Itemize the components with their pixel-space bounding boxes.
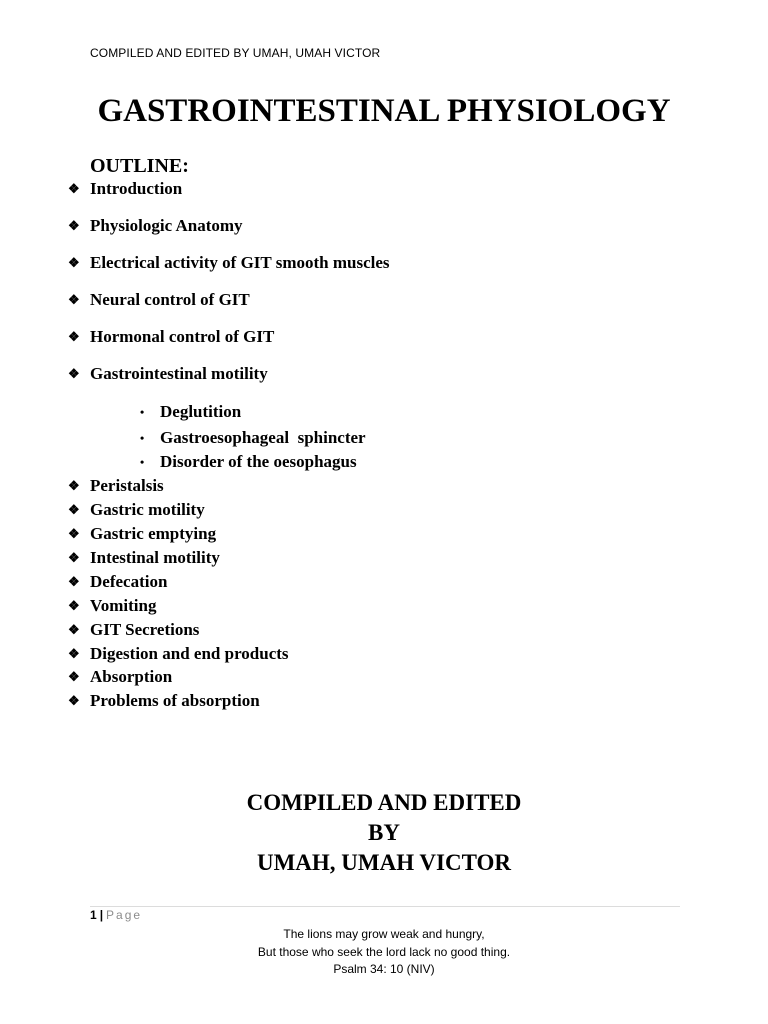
credits-line: BY (368, 820, 400, 845)
running-header: COMPILED AND EDITED BY UMAH, UMAH VICTOR (90, 46, 381, 60)
outline-item (68, 290, 250, 311)
outline-item-label: Neural control of GIT (90, 290, 250, 309)
dot-bullet-icon: • (140, 405, 145, 419)
outline-item-label: Gastrointestinal motility (90, 364, 268, 383)
outline-item (68, 253, 390, 274)
footer-quote (0, 926, 768, 979)
outline-item (68, 524, 216, 545)
outline-item (68, 620, 199, 641)
diamond-bullet-icon: ❖ (68, 292, 80, 307)
outline-item-label: Vomiting (90, 596, 157, 615)
outline-item-label: Peristalsis (90, 476, 164, 495)
outline-item-label: Gastric emptying (90, 524, 217, 543)
credits-author: UMAH, UMAH VICTOR (256, 850, 512, 875)
outline-item (68, 364, 268, 385)
outline-subitem (140, 452, 357, 473)
outline-item (68, 476, 164, 497)
outline-item-label: Physiologic Anatomy (90, 216, 243, 235)
outline-item-label: Hormonal control of GIT (90, 327, 275, 346)
diamond-bullet-icon: ❖ (68, 622, 80, 637)
outline-item (68, 691, 260, 712)
page-number (90, 908, 142, 922)
outline-item-label: Electrical activity of GIT smooth muscles (90, 253, 390, 272)
outline-subitem (140, 402, 241, 423)
outline-item (68, 548, 220, 569)
quote-line: But those who seek the lord lack no good thing. (257, 944, 511, 959)
outline-item-label: Intestinal motility (90, 548, 220, 567)
outline-item (68, 216, 243, 237)
outline-item-label: Digestion and end products (90, 644, 289, 663)
quote-citation: Psalm 34: 10 (NIV) (333, 962, 435, 976)
outline-item-label: Problems of absorption (90, 691, 260, 710)
credits-block (0, 788, 768, 878)
outline-subitem (140, 428, 366, 449)
diamond-bullet-icon: ❖ (68, 255, 80, 270)
footer-divider (90, 906, 680, 907)
page-number-value: 1 (90, 908, 97, 922)
outline-item-label: Absorption (90, 667, 173, 686)
outline-item-label: Introduction (90, 179, 183, 198)
diamond-bullet-icon: ❖ (68, 669, 80, 684)
diamond-bullet-icon: ❖ (68, 646, 80, 661)
diamond-bullet-icon: ❖ (68, 218, 80, 233)
dot-bullet-icon: • (140, 455, 145, 469)
outline-item (68, 500, 205, 521)
diamond-bullet-icon: ❖ (68, 366, 80, 381)
diamond-bullet-icon: ❖ (68, 574, 80, 589)
diamond-bullet-icon: ❖ (68, 550, 80, 565)
outline-item (68, 179, 182, 200)
quote-line: The lions may grow weak and hungry, (283, 927, 485, 941)
credits-line: COMPILED AND EDITED (246, 790, 522, 815)
page-separator: | (99, 908, 104, 922)
outline-subitem-label: Gastroesophageal sphincter (160, 428, 366, 447)
diamond-bullet-icon: ❖ (68, 526, 80, 541)
dot-bullet-icon: • (140, 431, 145, 445)
outline-subitem-label: Deglutition (160, 402, 242, 421)
outline-item (68, 667, 172, 688)
diamond-bullet-icon: ❖ (68, 329, 80, 344)
diamond-bullet-icon: ❖ (68, 502, 80, 517)
diamond-bullet-icon: ❖ (68, 181, 80, 196)
outline-item (68, 596, 156, 617)
outline-item-label: Defecation (90, 572, 168, 591)
diamond-bullet-icon: ❖ (68, 693, 80, 708)
outline-item (68, 572, 167, 593)
outline-item-label: Gastric motility (90, 500, 205, 519)
page-label: Page (106, 908, 143, 922)
outline-subitem-label: Disorder of the oesophagus (160, 452, 357, 471)
outline-item-label: GIT Secretions (90, 620, 200, 639)
outline-item (68, 644, 289, 665)
outline-item (68, 327, 274, 348)
diamond-bullet-icon: ❖ (68, 478, 80, 493)
document-title: GASTROINTESTINAL PHYSIOLOGY (97, 93, 671, 129)
outline-heading: OUTLINE: (90, 155, 189, 177)
diamond-bullet-icon: ❖ (68, 598, 80, 613)
